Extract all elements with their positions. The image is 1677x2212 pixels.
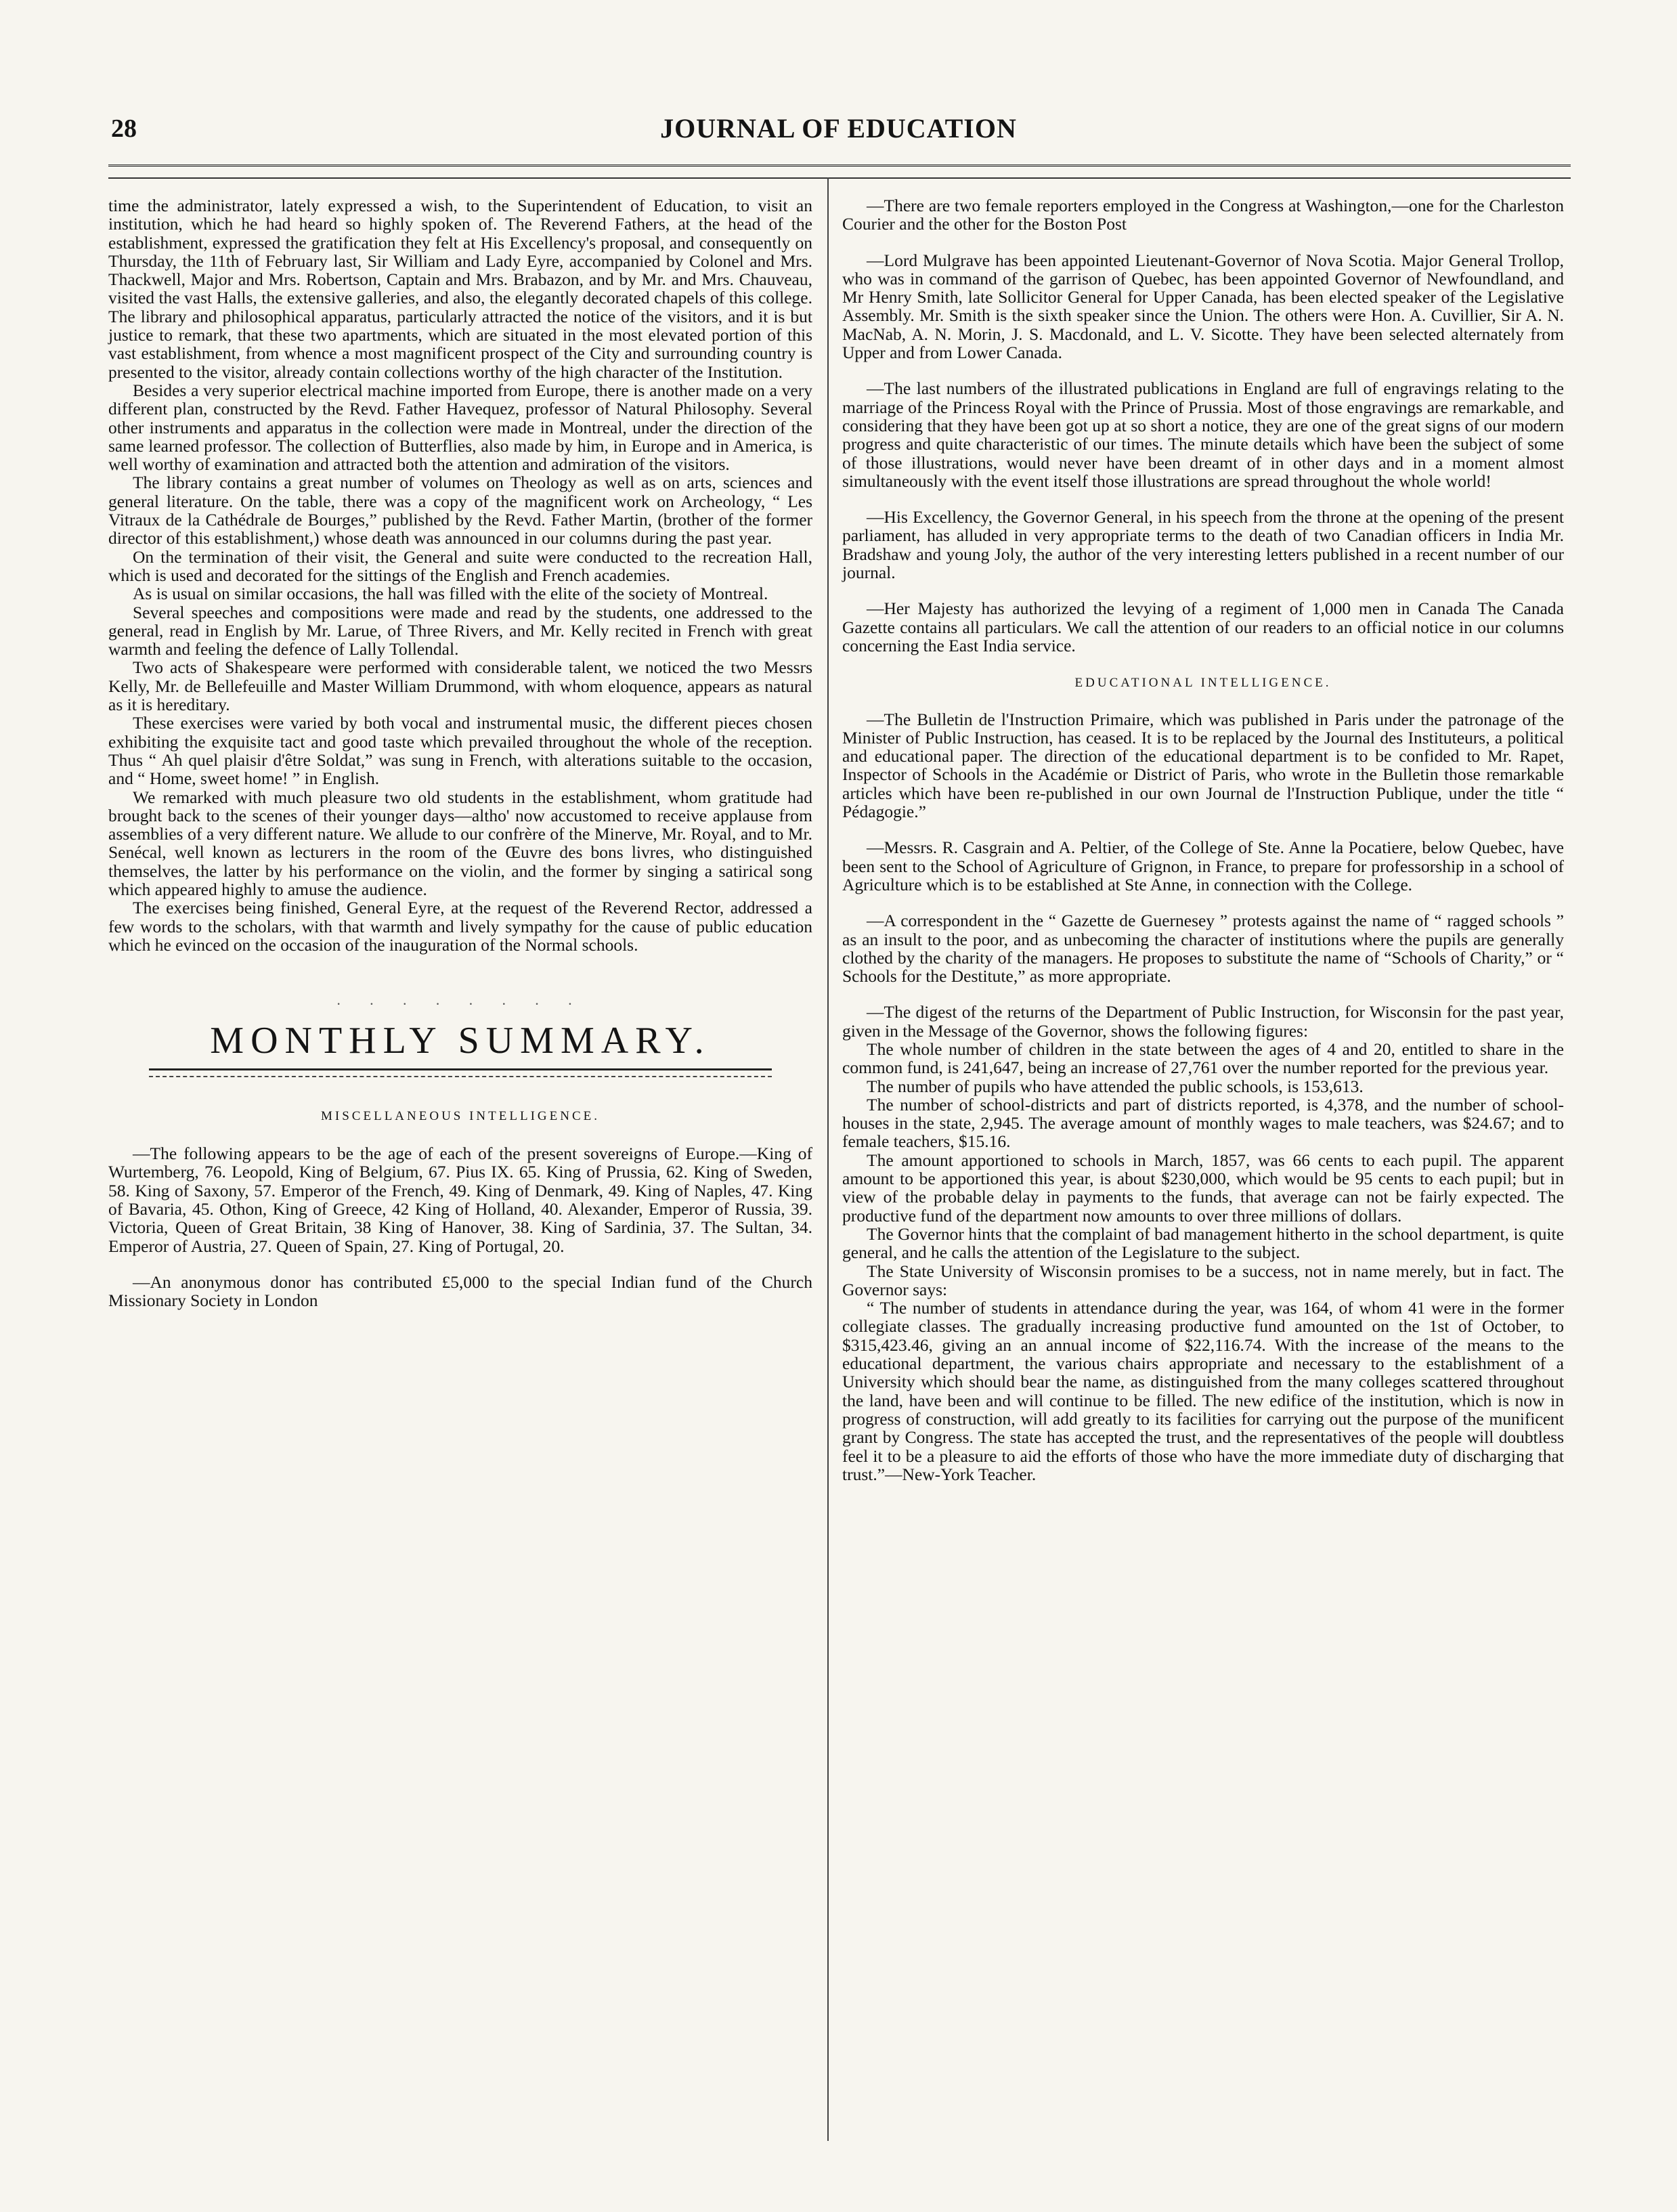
column-divider (827, 177, 829, 2141)
statistics-paragraph: The Governor hints that the complaint of bad management hitherto in the school department, is quite general, and he calls the attention of the Legislature to the subject. (842, 1223, 1564, 1263)
ornamental-dots: · · · · · · · · (336, 995, 585, 1013)
statistics-paragraph: The State University of Wisconsin promises to be a success, not in name merely, but in fact. The Governor says: (842, 1261, 1564, 1299)
statistics-paragraph: The whole number of children in the state between the ages of 4 and 20, entitled to share in the common fund, is 241,647, being an increase of 27,761 over the number reported for the previous year. (842, 1039, 1564, 1078)
header-rule (108, 165, 1571, 179)
article-paragraph: As is usual on similar occasions, the hall was filled with the elite of the society of Montreal. (133, 584, 768, 604)
article-paragraph: time the administrator, lately expressed a wish, to the Superintendent of Education, to visit an institution, which he had heard so highly spoken of. The Reverend Fathers, at the head of the establishment, expressed the gratification they felt at His Excellency's proposal, and consequently on Thursday, the 11th of February last, Sir William and Lady Eyre, accompanied by Colonel and Mrs. Thackwell, Major and Mrs. Robertson, Captain and Mrs. Brabazon, and by Mr. and Mrs. Chauveau, visited the vast Halls, the extensive galleries, and also, the elegantly decorated chapels of this college. The library and philosophical apparatus, particularly attracted the notice of the visitors, and it is but justice to remark, that these two apartments, which are situated in the most elevated portion of this vast establishment, from whence a most magnificent prospect of the City and surrounding country is presented to the visitor, already contain collections worthy of the high character of the Institution. (108, 196, 812, 382)
summary-rule (149, 1068, 772, 1077)
statistics-paragraph: The number of pupils who have attended the public schools, is 153,613. (867, 1076, 1364, 1096)
right-column (842, 196, 1564, 1483)
statistics-paragraph: The amount apportioned to schools in March, 1857, was 66 cents to each pupil. The apparent amount to be apportioned this year, is about $230,000, which would be 95 cents to each pupil; but in view of the probable delay in payments to the funds, that average can not be fairly expected. The productive fund of the department now amounts to over three millions of dollars. (842, 1150, 1564, 1226)
misc-intelligence-heading: MISCELLANEOUS INTELLIGENCE. (321, 1108, 600, 1123)
statistics-paragraph: The number of school-districts and part of districts reported, is 4,378, and the number of school-houses in the state, 2,945. The average amount of monthly wages to male teachers, was $24.67; and to female teachers, $15.16. (842, 1094, 1564, 1152)
running-title: JOURNAL OF EDUCATION (660, 113, 1017, 144)
article-paragraph: Several speeches and compositions were made and read by the students, one addressed to the general, read in English by Mr. Larue, of Three Rivers, and Mr. Kelly recited in French with great warmth and feeling the defence of Lally Tollendal. (108, 602, 812, 659)
news-item: —The last numbers of the illustrated publications in England are full of engravings relating to the marriage of the Princess Royal with the Prince of Prussia. Most of those engravings are remarkable, and considering that they have been got up at so short a notice, they are one of the great signs of our modern progress and quite characteristic of our times. The minute details which have been the subject of some of those illustrations, would never have been dreamt of in other days and in a moment almost simultaneously with the event itself those illustrations are spread throughout the whole world! (842, 378, 1564, 491)
news-item: —There are two female reporters employed in the Congress at Washington,—one for the Charleston Courier and the other for the Boston Post (842, 196, 1564, 234)
article-paragraph: The exercises being finished, General Eyre, at the request of the Reverend Rector, addressed a few words to the scholars, with that warmth and lively sympathy for the cause of public education which he evinced on the occasion of the inauguration of the Normal schools. (108, 898, 812, 955)
news-item: —An anonymous donor has contributed £5,000 to the special Indian fund of the Church Missionary Society in London (108, 1272, 812, 1311)
left-column (108, 196, 812, 1309)
article-paragraph: Besides a very superior electrical machine imported from Europe, there is another made on a very different plan, constructed by the Revd. Father Havequez, professor of Natural Philosophy. Several other instruments and apparatus in the collection were made in Montreal, under the direction of the same learned professor. The collection of Butterflies, also made by him, in Europe and in America, is well worthy of examination and attracted both the attention and admiration of the visitors. (108, 380, 812, 475)
article-paragraph: The library contains a great number of volumes on Theology as well as on arts, sciences and general literature. On the table, there was a copy of the magnificent work on Archeology, “ Les Vitraux de la Cathédrale de Bourges,” published by the Revd. Father Martin, (brother of the former director of this establishment,) whose death was announced in our columns during the past year. (108, 473, 812, 548)
article-paragraph: On the termination of their visit, the General and suite were conducted to the recreation Hall, which is used and decorated for the sittings of the English and French academies. (108, 546, 812, 585)
news-item: —Messrs. R. Casgrain and A. Peltier, of the College of Ste. Anne la Pocatiere, below Quebec, have been sent to the School of Agriculture of Grignon, in France, to prepare for professorship in a school of Agriculture which is to be established at Ste Anne, in connection with the College. (842, 838, 1564, 894)
page-number: 28 (111, 114, 137, 143)
news-item: —The digest of the returns of the Department of Public Instruction, for Wisconsin for the past year, given in the Message of the Governor, shows the following figures: (842, 1002, 1564, 1041)
article-paragraph: These exercises were varied by both vocal and instrumental music, the different pieces chosen exhibiting the exquisite tact and good taste which prevailed throughout the whole of the reception. Thus “ Ah quel plaisir d'être Soldat,” was sung in French, with alterations suitable to the occasion, and “ Home, sweet home! ” in English. (108, 713, 812, 789)
news-item: —Lord Mulgrave has been appointed Lieutenant-Governor of Nova Scotia. Major General Trollop, who was in command of the garrison of Quebec, has been appointed Governor of Newfoundland, and Mr Henry Smith, late Sollicitor General for Upper Canada, has been elected speaker of the Legislative Assembly. Mr. Smith is the sixth speaker since the Union. The others were Hon. A. Cuvillier, Sir A. N. MacNab, A. N. Morin, J. S. Macdonald, and L. V. Sicotte. They have been selected alternately from Upper and from Lower Canada. (842, 250, 1564, 363)
article-paragraph: We remarked with much pleasure two old students in the establishment, whom gratitude had brought back to the scenes of their younger days—altho' now accustomed to receive applause from assemblies of a very different nature. We allude to our confrère of the Minerve, Mr. Royal, and to Mr. Senécal, well known as lecturers in the room of the Œuvre des bons livres, who distinguished themselves, the latter by his performance on the violin, and the former by singing a satirical song which appeared highly to amuse the audience. (108, 787, 812, 899)
article-paragraph: Two acts of Shakespeare were performed with considerable talent, we noticed the two Messrs Kelly, Mr. de Bellefeuille and Master William Drummond, with whom eloquence, appears as natural as it is hereditary. (108, 657, 812, 715)
news-item: —The following appears to be the age of each of the present sovereigns of Europe.—King of Wurtemberg, 76. Leopold, King of Belgium, 67. Pius IX. 65. King of Prussia, 62. King of Sweden, 58. King of Saxony, 57. Emperor of the French, 49. King of Denmark, 49. King of Naples, 47. King of Bavaria, 45. Othon, King of Greece, 42 King of Holland, 40. Alexander, Emperor of Russia, 39. Victoria, Queen of Great Britain, 38 King of Hanover, 38. King of Sardinia, 37. The Sultan, 34. Emperor of Austria, 27. Queen of Spain, 27. King of Portugal, 20. (108, 1144, 812, 1256)
news-item: —Her Majesty has authorized the levying of a regiment of 1,000 men in Canada The Canada Gazette contains all particulars. We call the attention of our readers to an official notice in our columns concerning the East India service. (842, 599, 1564, 655)
monthly-summary-heading: MONTHLY SUMMARY. (210, 1020, 711, 1062)
quotation-paragraph: “ The number of students in attendance during the year, was 164, of whom 41 were in the former collegiate classes. The gradually increasing productive fund amounted on the 1st of October, to $315,423.46, giving an an annual income of $22,116.74. With the increase of the means to the educational department, the various chairs appropriate and necessary to the establishment of a University which should bear the name, as distinguished from the many colleges scattered throughout the land, have been and will continue to be filled. The new edifice of the institution, which is now in progress of construction, will add greatly to its facilities for carrying out the purpose of the munificent grant by Congress. The state has accepted the trust, and the representatives of the people will doubtless feel it to be a pleasure to aid the efforts of those who have the more immediate duty of discharging that trust.”—New-York Teacher. (842, 1298, 1564, 1484)
news-item: —The Bulletin de l'Instruction Primaire, which was published in Paris under the patronage of the Minister of Public Instruction, has ceased. It is to be replaced by the Journal des Instituteurs, a political and educational paper. The direction of the educational department is to be confided to Mr. Rapet, Inspector of Schools in the Académie or District of Paris, who wrote in the Bulletin those remarkable articles which have been re-published in our own Journal de l'Instruction Publique, under the title “ Pédagogie.” (842, 709, 1564, 822)
news-item: —A correspondent in the “ Gazette de Guernesey ” protests against the name of “ ragged schools ” as an insult to the poor, and as unbecoming the character of institutions where the pupils are generally clothed by the charity of the managers. He proposes to substitute the name of “Schools of Charity,” or “ Schools for the Destitute,” as more appropriate. (842, 911, 1564, 986)
educational-intelligence-heading: EDUCATIONAL INTELLIGENCE. (1074, 676, 1332, 691)
news-item: —His Excellency, the Governor General, in his speech from the throne at the opening of the present parliament, has alluded in very appropriate terms to the death of two Canadian officers in India Mr. Bradshaw and young Joly, the author of the very interesting letters published in a recent number of our journal. (842, 507, 1564, 583)
